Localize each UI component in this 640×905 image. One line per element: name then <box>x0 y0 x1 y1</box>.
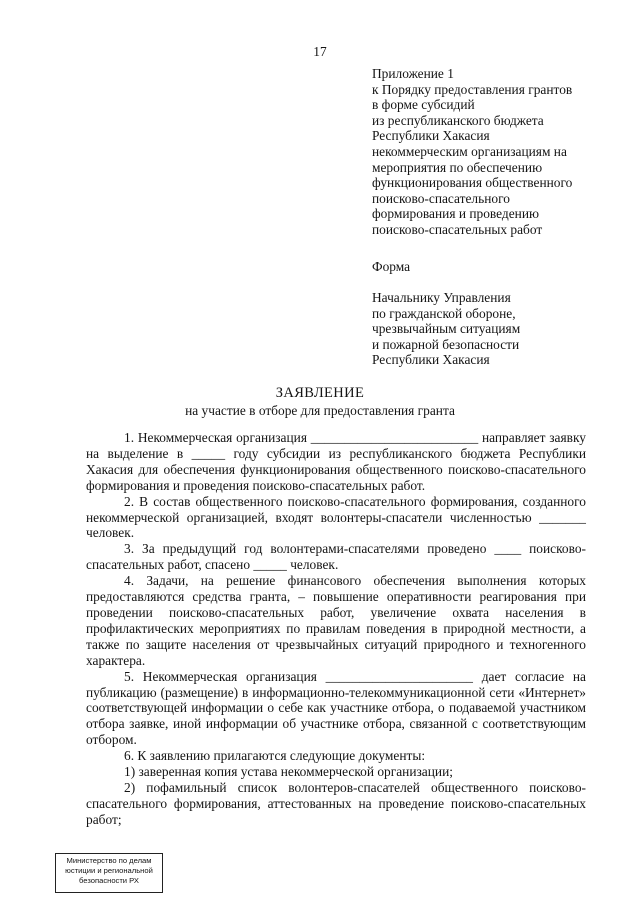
paragraph-6: 6. К заявлению прилагаются следующие документы: <box>124 748 426 764</box>
appendix-line: Приложение 1 <box>372 66 454 81</box>
stamp-line: безопасности РХ <box>79 876 139 885</box>
paragraph-4: 4. Задачи, на решение финансового обеспечения выполнения которых предоставляются средства гранта, – повышение оперативности реагирования при проведении поисково-спасательных работ, увеличение охвата населения в профилактических мероприятиях по правилам поведения в природной местности, а также по защите населения от чрезвычайных ситуаций природного и техногенного характера. <box>86 573 586 668</box>
appendix-line: некоммерческим организациям на <box>372 143 567 159</box>
addressee-line: чрезвычайным ситуациям <box>372 321 521 337</box>
addressee-line: и пожарной безопасности <box>372 336 520 352</box>
addressee-line: Республики Хакасия <box>372 352 490 368</box>
stamp-line: юстиции и региональной <box>65 866 153 875</box>
appendix-line: поисково-спасательных работ <box>372 221 543 237</box>
addressee-line: Начальнику Управления <box>372 290 511 305</box>
appendix-header <box>372 66 627 238</box>
appendix-line: Республики Хакасия <box>372 128 490 144</box>
list-item-2: 2) пофамильный список волонтеров-спасателей общественного поисково-спасательного формирования, аттестованных на проведение поисково-спасательных работ; <box>86 779 586 827</box>
paragraph-3: 3. За предыдущий год волонтерами-спасателями проведено ____ поисково-спасательных работ, спасено _____ человек. <box>86 541 586 573</box>
stamp-line: Министерство по делам <box>66 856 152 865</box>
document-title: ЗАЯВЛЕНИЕ <box>275 385 365 401</box>
document-subtitle: на участие в отборе для предоставления гранта <box>185 403 455 418</box>
appendix-line: в форме субсидий <box>372 97 475 113</box>
addressee-block <box>372 290 627 368</box>
paragraph-2: 2. В состав общественного поисково-спасательного формирования, созданного некоммерческой организацией, входят волонтеры-спасатели численностью _______ человек. <box>86 493 586 541</box>
paragraph-1: 1. Некоммерческая организация _________________________ направляет заявку на выделение в _____ году субсидии из республиканского бюджета Республики Хакасия для обеспечения функционирования общественного поисково-спасательного формирования и проведения поисково-спасательных работ. <box>86 430 586 493</box>
document-title-block <box>0 385 640 419</box>
ministry-stamp <box>55 853 163 893</box>
appendix-line: формирования и проведению <box>372 206 539 222</box>
appendix-line: поисково-спасательного <box>372 190 510 206</box>
appendix-line: мероприятия по обеспечению <box>372 159 543 175</box>
form-label: Форма <box>372 259 411 274</box>
appendix-line: функционирования общественного <box>372 175 573 191</box>
appendix-line: к Порядку предоставления грантов <box>372 81 573 97</box>
addressee-line: по гражданской обороне, <box>372 305 516 321</box>
paragraph-5: 5. Некоммерческая организация ______________________ дает согласие на публикацию (размещение) в информационно-телекоммуникационной сети «Интернет» соответствующей информации о себе как участнике отбора, о подаваемой участником отбора заявке, иной информации об участнике отбора, связанной с соответствующим отбором. <box>86 668 586 748</box>
list-item-1: 1) заверенная копия устава некоммерческой организации; <box>124 764 453 780</box>
document-body <box>86 430 586 828</box>
appendix-line: из республиканского бюджета <box>372 112 544 128</box>
page-number: 17 <box>313 44 327 59</box>
